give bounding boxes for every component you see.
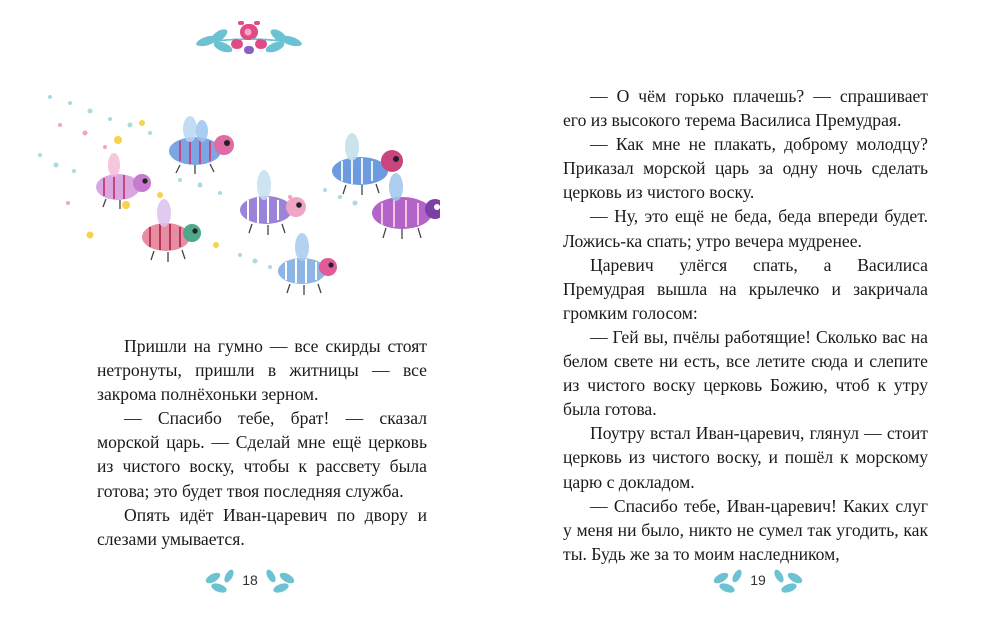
paragraph: Пришли на гумно — все скирды стоят нетронуты, пришли в житницы — все закрома полнёхоньки зерном.	[97, 336, 427, 405]
paragraph: Царевич улёгся спать, а Василиса Премудрая вышла на крылечко и закричала громким голосом:	[563, 254, 928, 323]
paragraph: — Ну, это ещё не беда, беда впереди будет. Ложись-ка спать; утро вечера мудренее.	[563, 206, 928, 251]
page-number: 19	[750, 572, 766, 588]
page-number-footer	[195, 562, 305, 602]
floral-ornament-icon	[188, 14, 308, 66]
page-number: 18	[242, 572, 258, 588]
right-page	[500, 0, 1000, 618]
paragraph: — Спасибо тебе, Иван-царевич! Каких слуг у меня ни было, никто не сумел так угодить, как ты. Будь же за то моим наследником,	[563, 495, 928, 564]
paragraph: — Как мне не плакать, доброму молодцу? Приказал морской царь за одну ночь сделать церковь из чистого воску.	[563, 134, 928, 203]
paragraph: — Гей вы, пчёлы работящие! Сколько вас на белом свете ни есть, все летите сюда и слепите из чистого воску церковь Божию, чтоб к утру была готова.	[563, 326, 928, 420]
paragraph: Опять идёт Иван-царевич по двору и слезами умывается.	[97, 504, 427, 549]
flying-bees-illustration	[30, 85, 440, 305]
page-number-footer	[703, 562, 813, 602]
paragraph: — Спасибо тебе, брат! — сказал морской царь. — Сделай мне ещё церковь из чистого воску, чтобы к рассвету была готова; это будет твоя последняя служба.	[97, 408, 427, 501]
paragraph: — О чём горько плачешь? — спрашивает его из высокого терема Василиса Премудрая.	[563, 86, 928, 131]
paragraph: Поутру встал Иван-царевич, глянул — стоит церковь из чистого воску, и пошёл к морскому царю с докладом.	[563, 423, 928, 492]
left-page-text	[97, 334, 427, 551]
right-page-text	[563, 84, 928, 566]
